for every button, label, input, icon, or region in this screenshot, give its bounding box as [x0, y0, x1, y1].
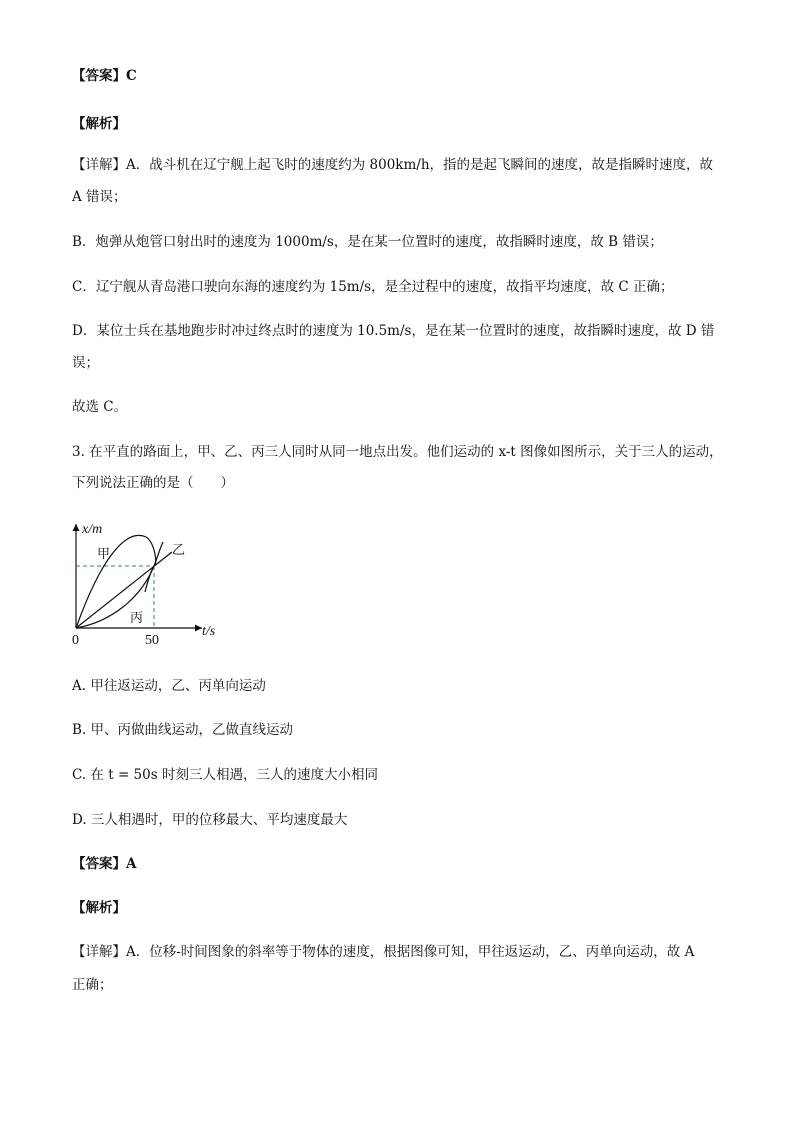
detail-b: B．炮弹从炮管口射出时的速度为 1000m/s，是在某一位置时的速度，故指瞬时速度，故 B 错误；	[72, 234, 663, 250]
question-3-stem-line1: 3. 在平直的路面上，甲、乙、丙三人同时从同一地点出发。他们运动的 x-t 图像如图所示，关于三人的运动，	[72, 444, 723, 460]
answer-label: 【答案】A	[72, 856, 137, 872]
detail-a-line2: A 错误；	[72, 189, 127, 205]
option-c: C. 在 t = 50s 时刻三人相遇，三人的速度大小相同	[72, 767, 378, 783]
conclusion: 故选 C。	[72, 399, 128, 415]
label-bing: 丙	[130, 611, 144, 626]
curve-jia	[76, 535, 156, 628]
option-a: A. 甲往返运动，乙、丙单向运动	[72, 678, 266, 694]
detail-d-line1: D．某位士兵在基地跑步时冲过终点时的速度为 10.5m/s，是在某一位置时的速度，故指瞬时速度，故 D 错	[72, 323, 715, 339]
x-tick-50: 50	[145, 633, 159, 648]
analysis-label: 【解析】	[72, 900, 126, 916]
line-yi	[76, 552, 172, 628]
detail-q3-line1: 【详解】A．位移-时间图象的斜率等于物体的速度，根据图像可知，甲往返运动，乙、丙单向运动，故 A	[72, 944, 695, 960]
curve-bing	[76, 542, 163, 628]
answer-label-prev: 【答案】C	[72, 68, 137, 84]
detail-a-line1: 【详解】A．战斗机在辽宁舰上起飞时的速度约为 800km/h，指的是起飞瞬间的速度，故是指瞬时速度，故	[72, 157, 714, 173]
option-d: D. 三人相遇时，甲的位移最大、平均速度最大	[72, 812, 348, 828]
label-jia: 甲	[97, 547, 111, 562]
origin-label: 0	[72, 633, 79, 648]
xt-graph	[66, 518, 236, 650]
x-axis-label: t/s	[202, 624, 216, 639]
detail-d-line2: 误；	[72, 355, 99, 371]
analysis-label-prev: 【解析】	[72, 116, 126, 132]
y-axis-label: x/m	[82, 522, 103, 537]
option-b: B. 甲、丙做曲线运动，乙做直线运动	[72, 722, 294, 738]
label-yi: 乙	[172, 543, 186, 558]
detail-q3-line2: 正确；	[72, 977, 113, 993]
detail-c: C．辽宁舰从青岛港口驶向东海的速度约为 15m/s，是全过程中的速度，故指平均速度，故 C 正确；	[72, 279, 674, 295]
question-3-stem-line2: 下列说法正确的是（ ）	[72, 475, 234, 491]
